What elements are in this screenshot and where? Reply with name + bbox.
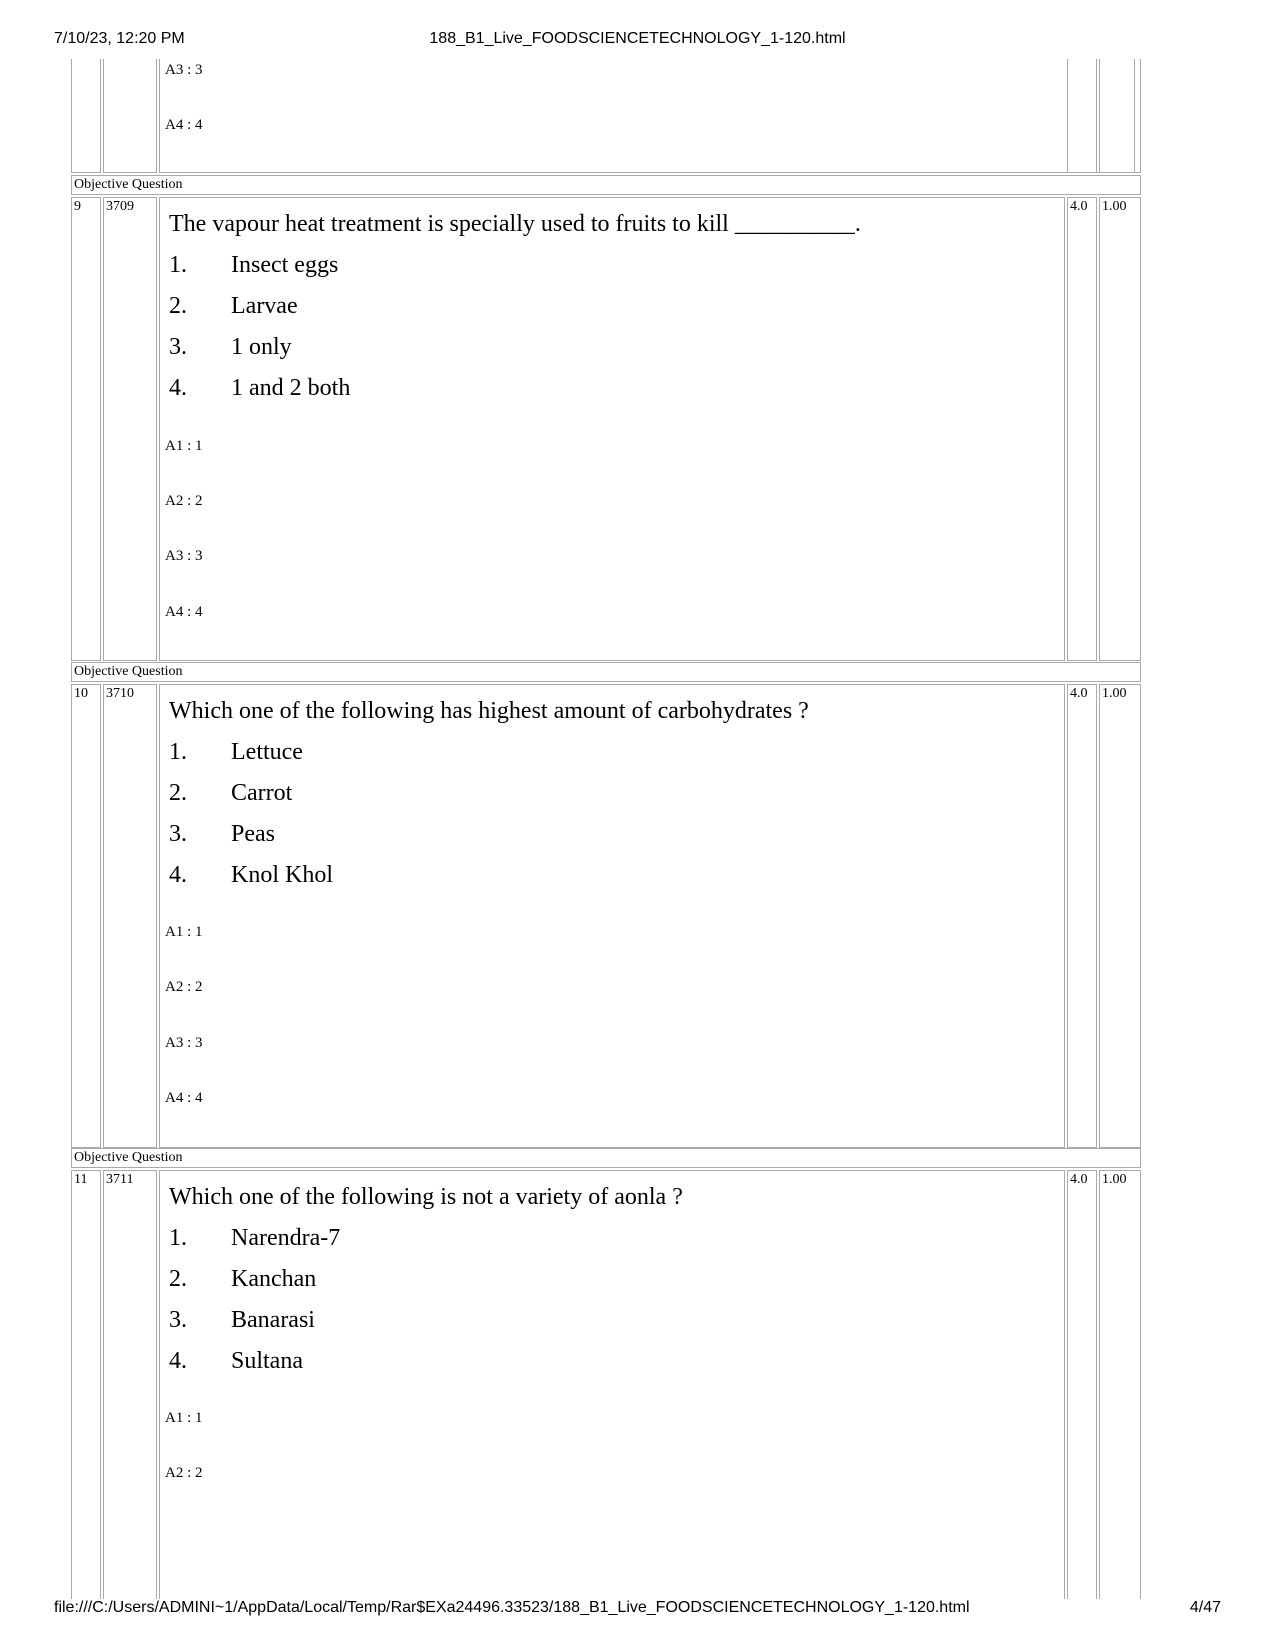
option-number: 4. [169,1348,187,1374]
option-number: 2. [169,780,187,806]
option-text: Larvae [231,293,298,319]
question-text: The vapour heat treatment is specially used to fruits to kill __________. [169,211,861,237]
option-text: Sultana [231,1348,303,1374]
negative-cell [1099,59,1141,173]
option-text: Knol Khol [231,862,333,888]
question-id: 3709 [103,197,157,661]
option-number: 1. [169,252,187,278]
negative-marks-value: 1.00 [1099,684,1141,1148]
question-cell [159,59,1135,173]
answer-option: A1 : 1 [165,1410,203,1426]
option-item [169,739,303,766]
option-number: 3. [169,1307,187,1333]
qid-cell [103,59,157,173]
answer-option: A4 : 4 [165,1090,203,1106]
negative-marks-value: 1.00 [1099,1170,1141,1599]
question-block-11 [71,1148,1205,1599]
serial-number: 10 [71,684,101,1148]
marks-cell [1067,59,1097,173]
option-item [169,1348,303,1375]
question-id: 3710 [103,684,157,1148]
question-type-label: Objective Question [71,175,1141,195]
answer-option: A4 : 4 [165,604,203,620]
option-number: 4. [169,375,187,401]
answer-option: A2 : 2 [165,493,203,509]
option-number: 3. [169,334,187,360]
option-item [169,1266,316,1293]
option-item [169,293,298,320]
option-text: Banarasi [231,1307,315,1333]
previous-question-tail [71,59,1205,173]
negative-marks-value: 1.00 [1099,197,1141,661]
print-footer [0,1599,1275,1619]
option-number: 1. [169,1225,187,1251]
answer-option: A1 : 1 [165,438,203,454]
answer-option: A4 : 4 [165,117,203,133]
answer-option: A1 : 1 [165,924,203,940]
option-text: Kanchan [231,1266,317,1292]
answer-option: A2 : 2 [165,979,203,995]
question-text: Which one of the following has highest amount of carbohydrates ? [169,698,809,724]
question-block-10 [71,662,1205,1148]
document-title: 188_B1_Live_FOODSCIENCETECHNOLOGY_1-120.html [429,30,846,47]
option-item [169,334,292,361]
marks-value: 4.0 [1067,684,1097,1148]
file-path: file:///C:/Users/ADMINI~1/AppData/Local/Temp/Rar$EXa24496.33523/188_B1_Live_FOODSCIENCETECHNOLOGY_1-120.html [54,1599,970,1616]
option-item [169,1307,315,1334]
answer-option: A3 : 3 [165,548,203,564]
question-table [71,59,1205,1599]
answer-option: A2 : 2 [165,1465,203,1481]
option-number: 2. [169,293,187,319]
option-number: 3. [169,821,187,847]
option-number: 2. [169,1266,187,1292]
question-block-9 [71,175,1205,661]
page-number: 4/47 [1189,1599,1221,1616]
question-type-label: Objective Question [71,1148,1141,1168]
question-type-label: Objective Question [71,662,1141,682]
marks-value: 4.0 [1067,197,1097,661]
option-text: Narendra-7 [231,1225,341,1251]
option-item [169,252,338,279]
option-text: Carrot [231,780,293,806]
option-text: 1 and 2 both [231,375,351,401]
option-text: Insect eggs [231,252,339,278]
option-text: 1 only [231,334,292,360]
question-text: Which one of the following is not a variety of aonla ? [169,1184,683,1210]
option-text: Peas [231,821,275,847]
serial-number: 9 [71,197,101,661]
print-header [0,30,1275,50]
print-datetime: 7/10/23, 12:20 PM [54,30,185,47]
option-text: Lettuce [231,739,303,765]
option-item [169,1225,340,1252]
sno-cell [71,59,101,173]
option-item [169,375,350,402]
option-number: 1. [169,739,187,765]
option-number: 4. [169,862,187,888]
answer-option: A3 : 3 [165,1035,203,1051]
question-id: 3711 [103,1170,157,1599]
marks-value: 4.0 [1067,1170,1097,1599]
option-item [169,862,333,889]
option-item [169,780,292,807]
serial-number: 11 [71,1170,101,1599]
option-item [169,821,275,848]
answer-option: A3 : 3 [165,62,203,78]
